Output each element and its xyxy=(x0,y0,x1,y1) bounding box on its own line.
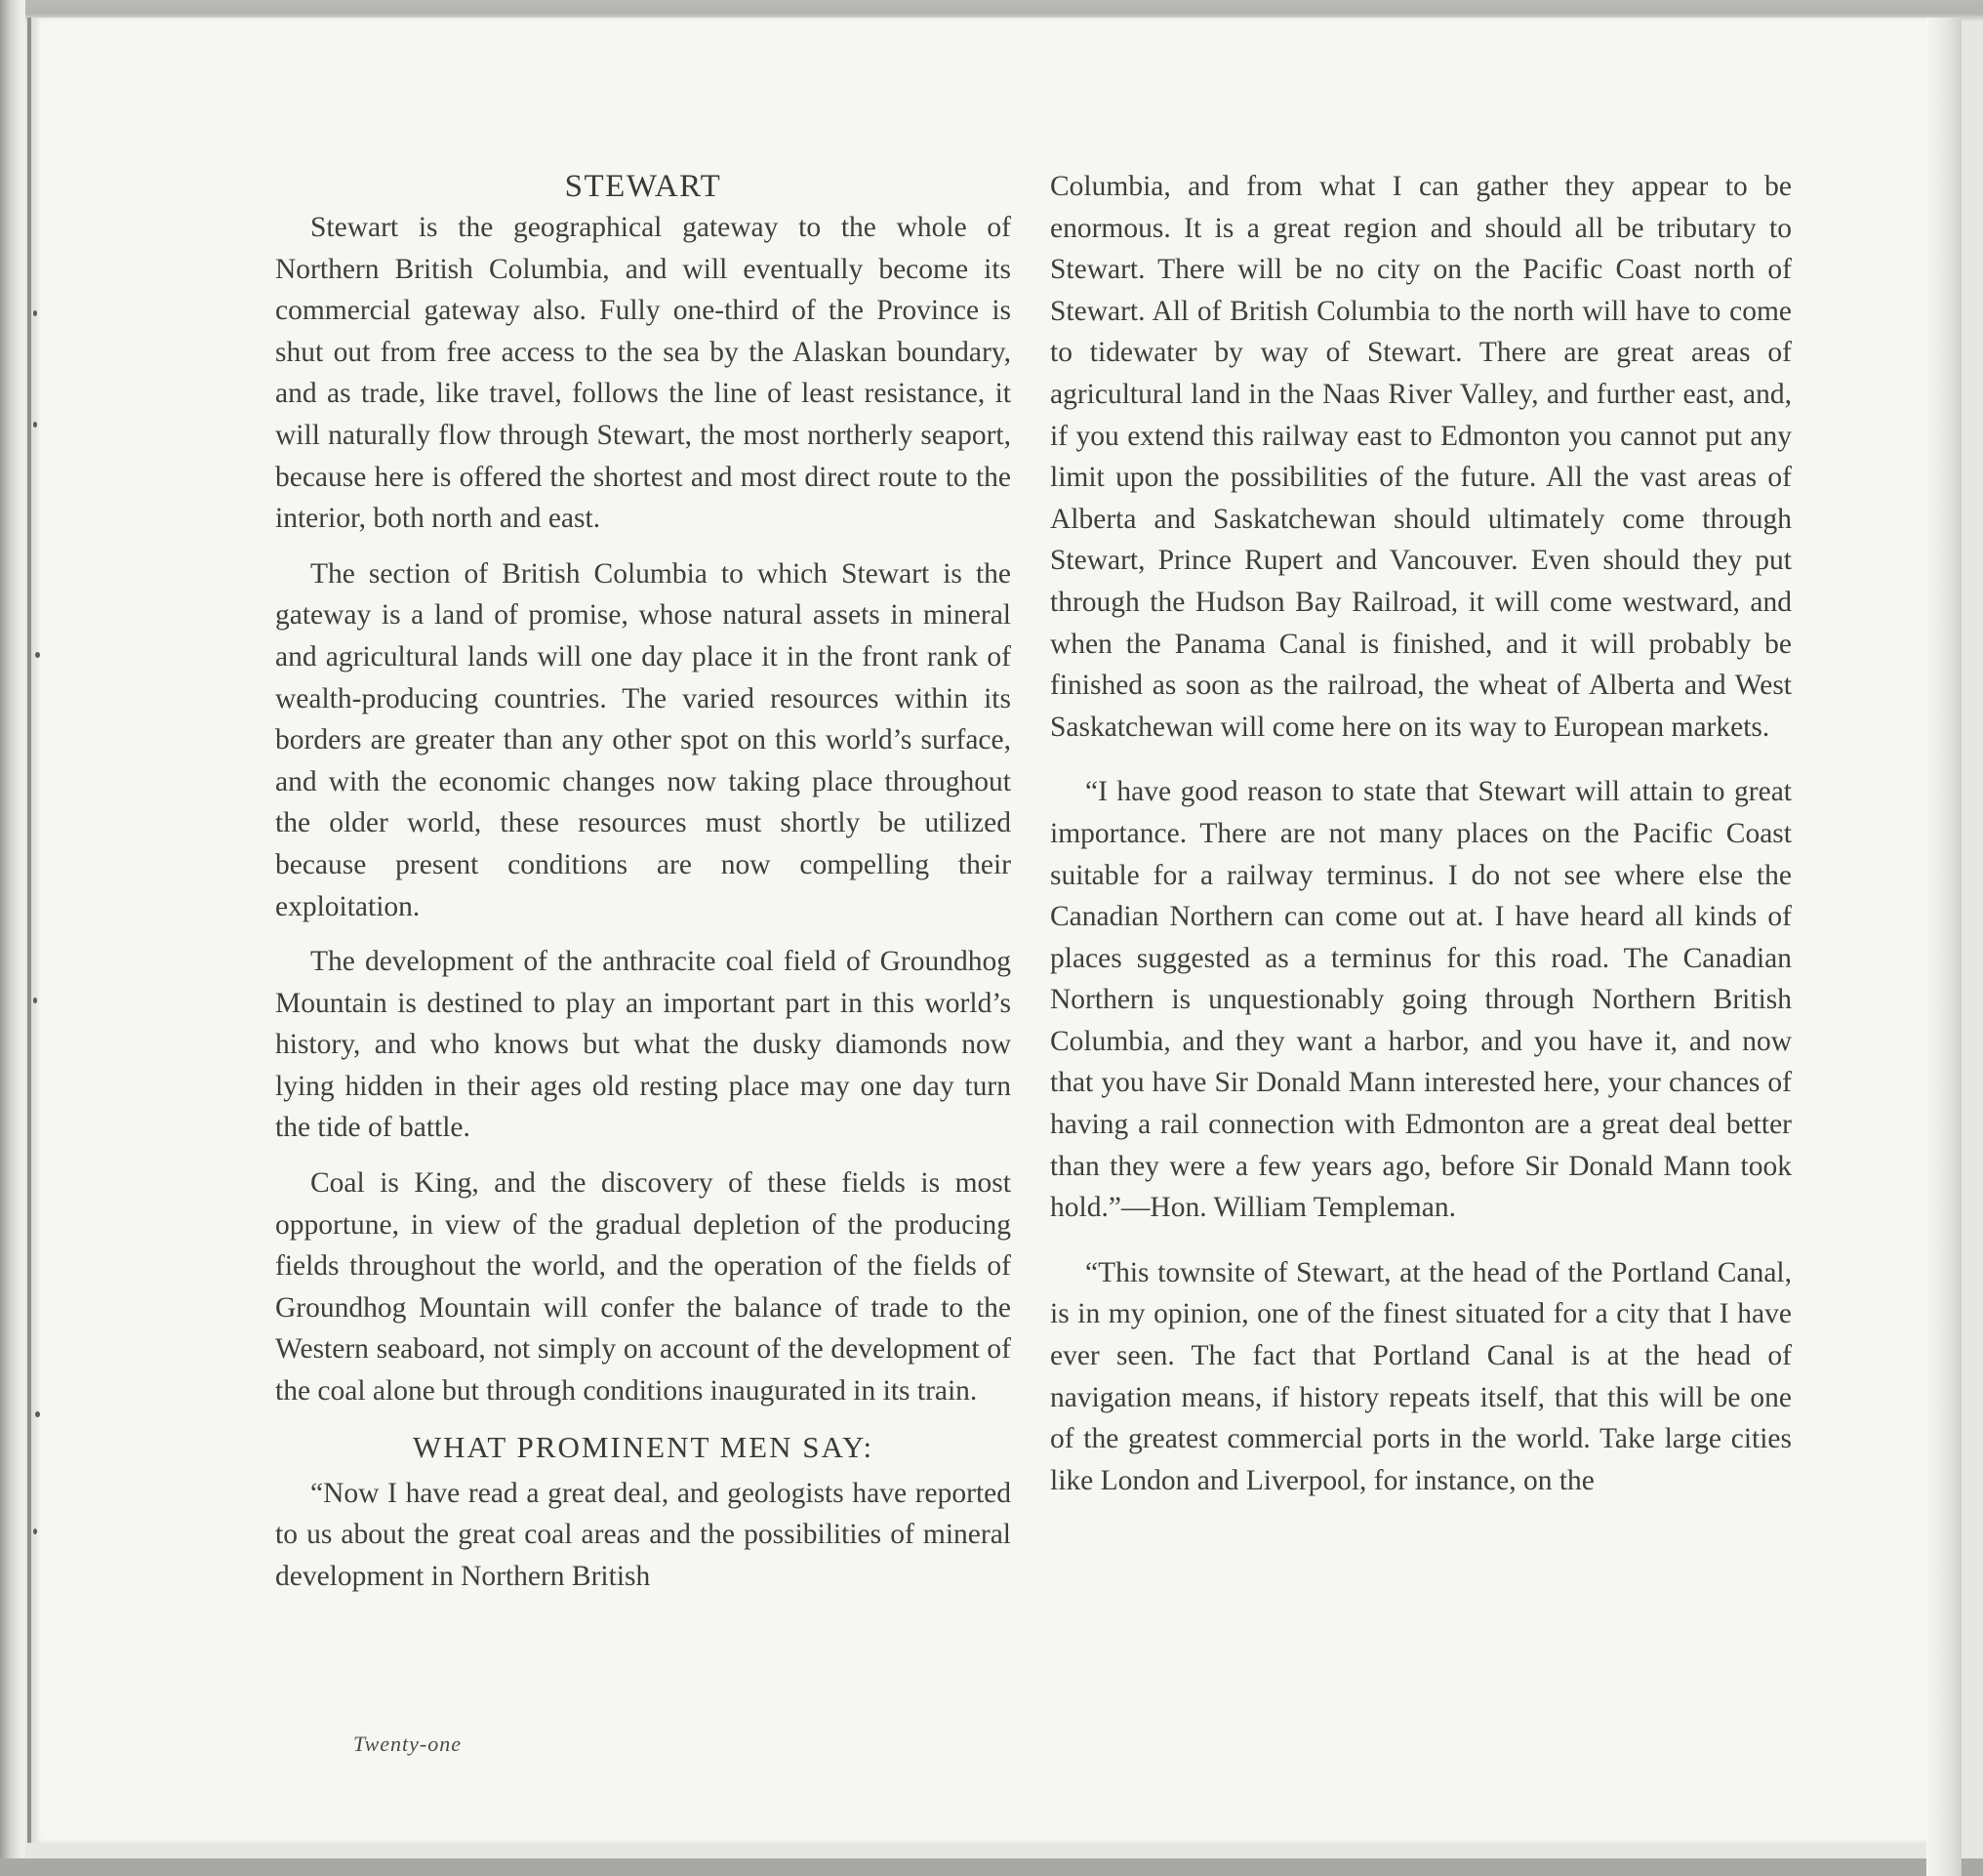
scan-speck xyxy=(33,310,37,316)
paragraph-anthracite-coal: The development of the anthracite coal field of Groundhog Mountain is destined to play an important part in this world’s history, and who knows but what the dusky diamonds now lying hidden in their ages old resting place may one day turn the tide of battle. xyxy=(275,946,1011,1144)
scan-speck xyxy=(33,998,37,1003)
paragraph-quote-continued: Columbia, and from what I can gather they appear to be enormous. It is a great region and should all be tributary to Stewart. There will be no city on the Pacific Coast north of Stewart. All of British Columbia to the north will have to come to tidewater by way of Stewart. There are great areas of agricultural land in the Naas River Valley, and further east, and, if you extend this railway east to Edmonton you cannot put any limit upon the possibilities of the future. All the vast areas of Alberta and Saskatchewan should ultimately come through Stewart, Prince Rupert and Vancouver. Even should they put through the Hudson Bay Railroad, it will come westward, and when the Panama Canal is finished, and it will probably be finished as soon as the railroad, the wheat of Alberta and West Saskatchewan will come here on its way to European markets. xyxy=(1050,171,1792,743)
section-heading-prominent-men: WHAT PROMINENT MEN SAY: xyxy=(412,1429,874,1464)
scan-speck xyxy=(33,422,37,428)
scan-speck xyxy=(35,1411,40,1417)
scan-speck xyxy=(33,1529,37,1534)
left-column xyxy=(275,166,1011,1611)
paragraph-land-of-promise: The section of British Columbia to which Stewart is the gateway is a land of promise, whose natural assets in mineral and agricultural lands will one day place it in the front rank of wealth-producing countries. The varied resources within its borders are greater than any other spot on this world’s surface, and with the economic changes now taking place throughout the older world, these resources must shortly be utilized because present conditions are now compelling their exploitation. xyxy=(275,557,1011,922)
binding-edge xyxy=(0,0,25,1858)
paragraph-templeman-quote: “I have good reason to state that Stewart will attain to great importance. There are not many places on the Pacific Coast suitable for a railway terminus. I do not see where else the Canadian Northern can come out at. I have heard all kinds of places suggested as a terminus for this road. The Canadian Northern is unquestionably going through Northern British Columbia, and they want a harbor, and you have it, and now that you have Sir Donald Mann interested here, your chances of having a rail connection with Edmonton are a great deal better than they were a few years ago, before Sir Donald Mann took hold.”—Hon. William Templeman. xyxy=(1050,776,1792,1224)
page-title: STEWART xyxy=(564,169,722,204)
paragraph-coal-is-king: Coal is King, and the discovery of these fields is most opportune, in view of the gradual depletion of the producing fields throughout the world, and the operation of the fields of Groundhog Mountain will confer the balance of trade to the Western seaboard, not simply on account of the development of the coal alone but through conditions inaugurated in its train. xyxy=(275,1167,1011,1407)
document-page xyxy=(27,18,1962,1843)
paragraph-gateway: Stewart is the geographical gateway to the whole of Northern British Columbia, and will eventually become its commercial gateway also. Fully one-third of the Province is shut out from free access to the sea by the Alaskan boundary, and as trade, like travel, follows the line of least resistance, it will naturally flow through Stewart, the most northerly seaport, because here is offered the shortest and most direct route to the interior, both north and east. xyxy=(275,212,1011,535)
page-number: Twenty-one xyxy=(353,1732,463,1756)
scan-speck xyxy=(35,652,40,658)
paragraph-townsite-quote: “This townsite of Stewart, at the head of the Portland Canal, is in my opinion, one of the finest situated for a city that I have ever seen. The fact that Portland Canal is at the head of navigation means, if history repeats itself, that this will be one of the greatest commercial ports in the world. Take large cities like London and Liverpool, for instance, on the xyxy=(1050,1256,1792,1496)
paragraph-quote-start: “Now I have read a great deal, and geologists have reported to us about the great coal areas and the possibilities of mineral development in Northern British xyxy=(275,1477,1011,1592)
page-edge-shadow xyxy=(1926,18,1962,1876)
right-column xyxy=(1050,166,1792,1525)
